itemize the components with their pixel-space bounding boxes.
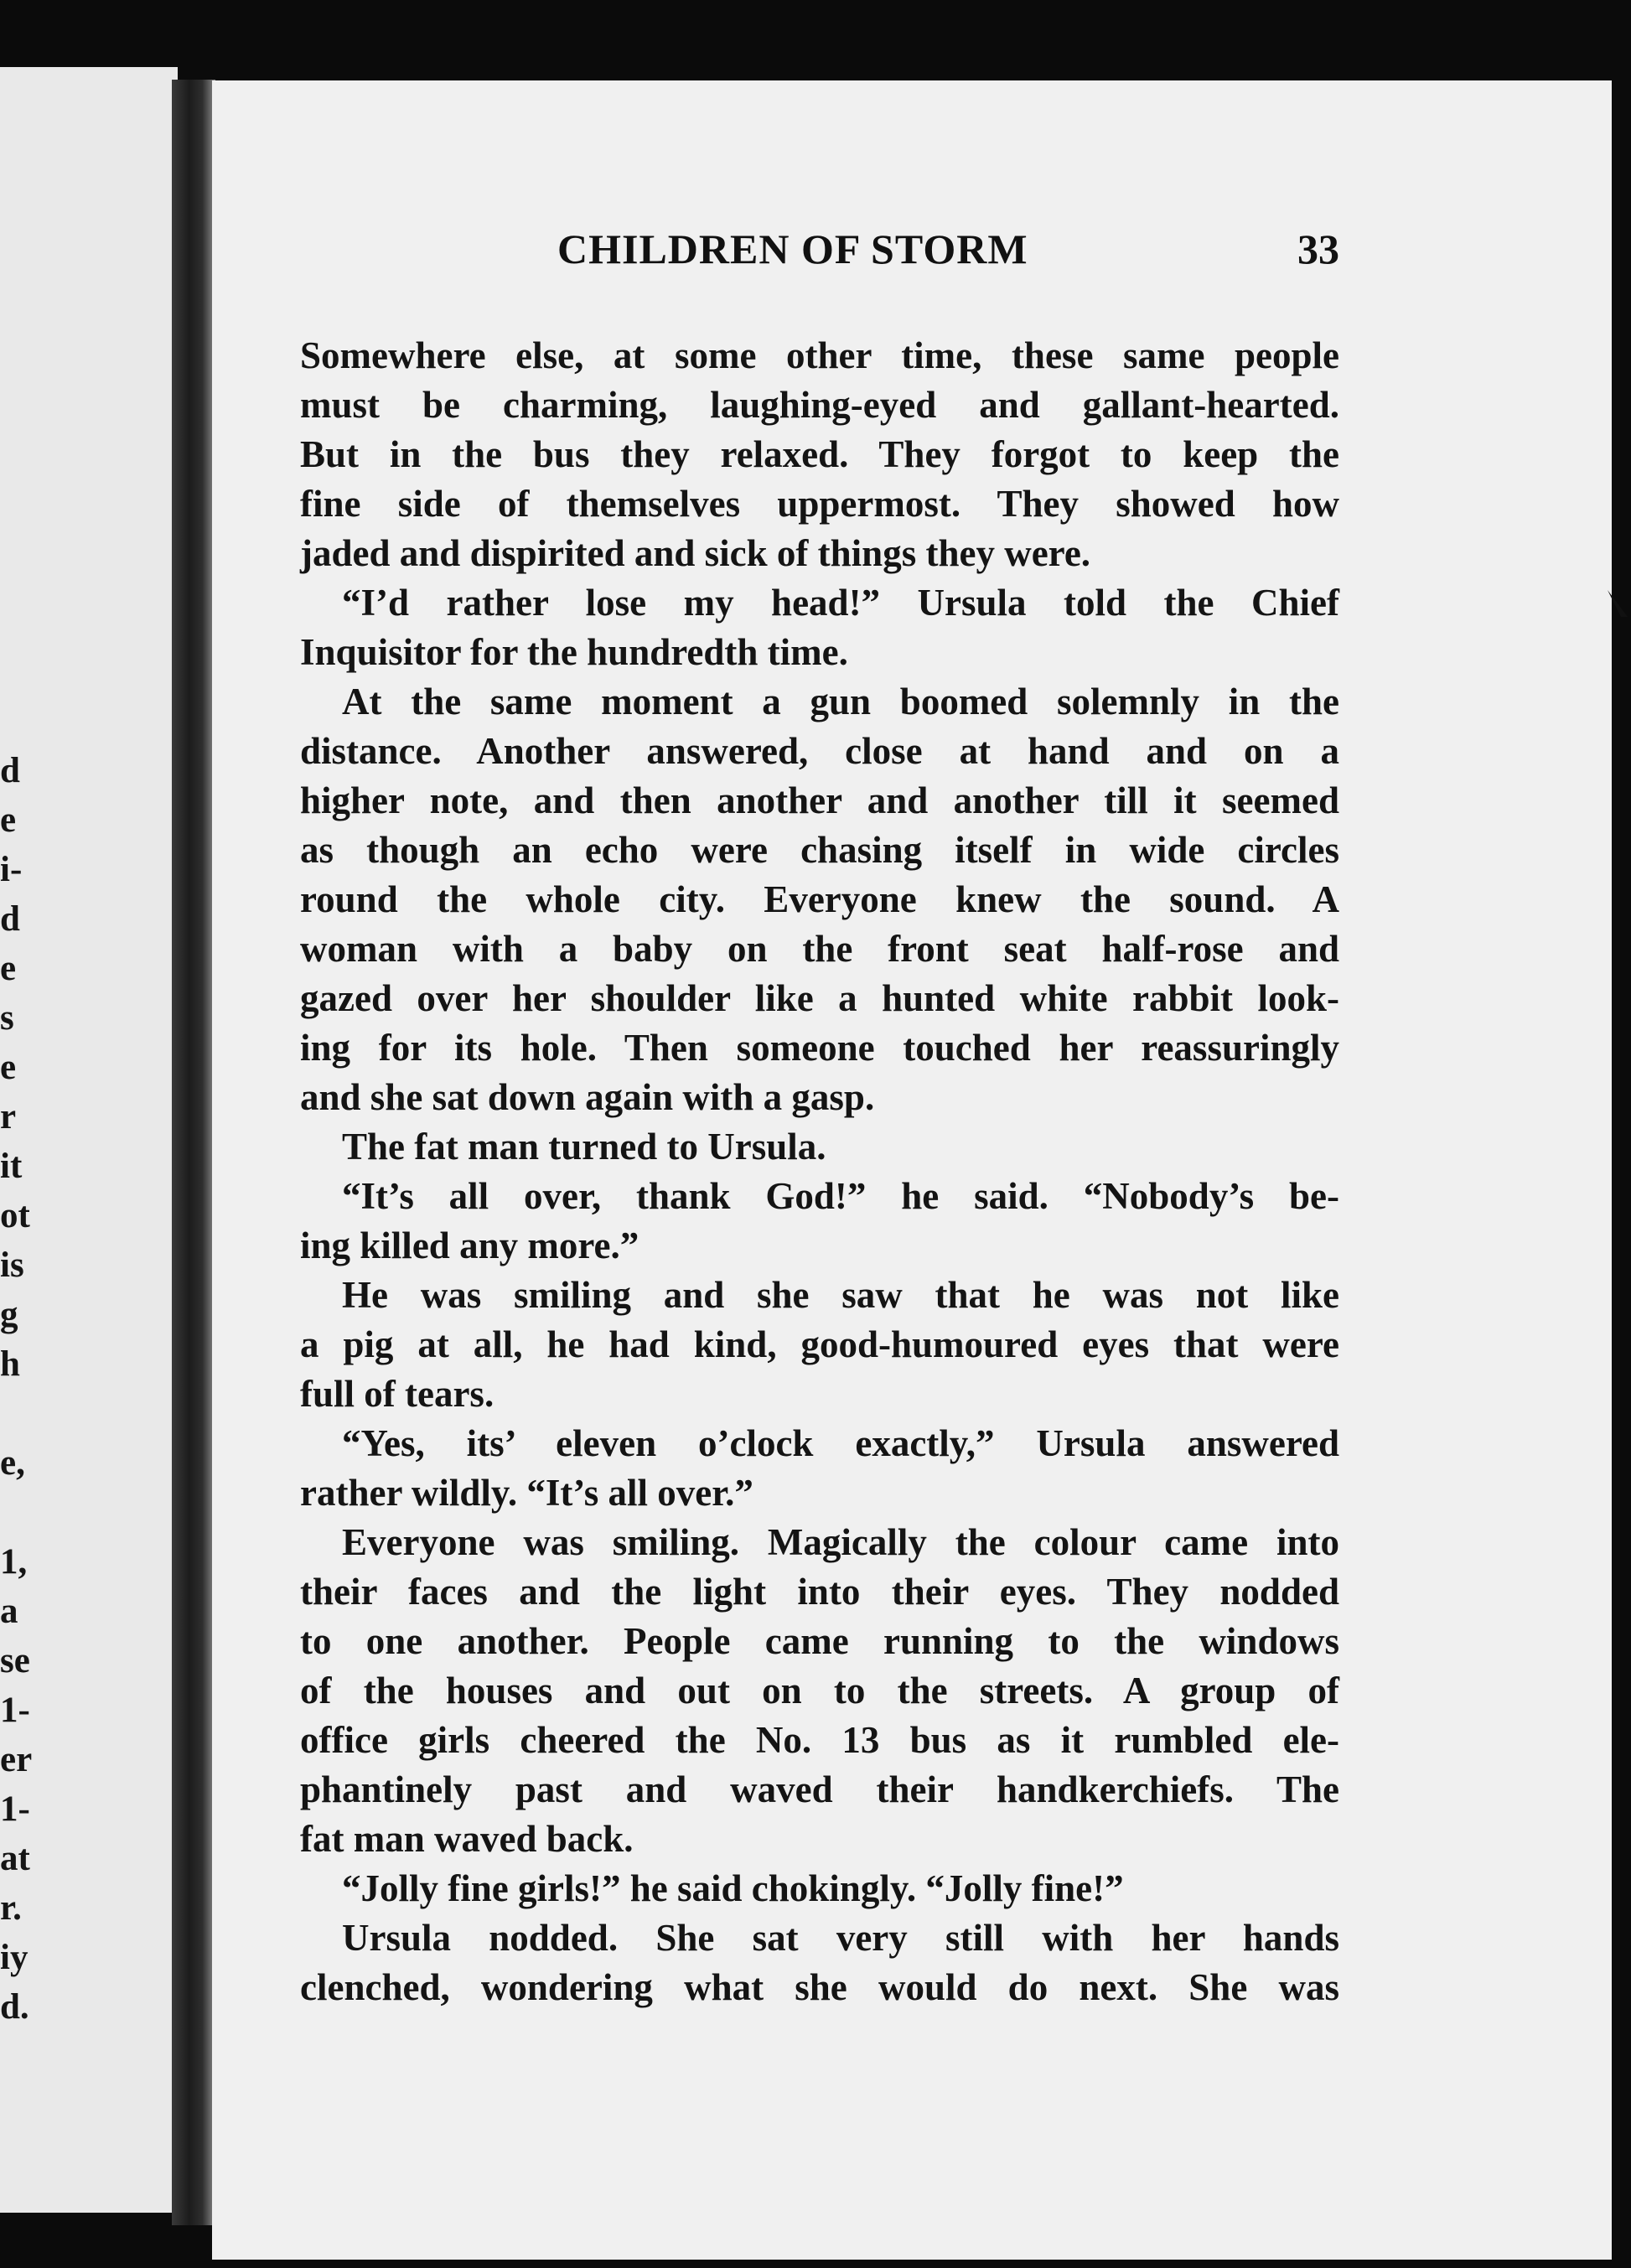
text-line: “I’d rather lose my head!” Ursula told the Chief xyxy=(342,582,1339,624)
text-line: to one another. People came running to the windows xyxy=(300,1620,1339,1662)
text-line: higher note, and then another and another till it seemed xyxy=(300,779,1339,821)
edge-fragment: e xyxy=(0,949,17,988)
text-line: But in the bus they relaxed. They forgot to keep the xyxy=(300,433,1339,475)
edge-fragment: e, xyxy=(0,1443,25,1483)
page-number: 33 xyxy=(1297,225,1339,272)
edge-fragment: d xyxy=(0,899,20,939)
edge-fragment xyxy=(0,1488,35,1537)
text-line: jaded and dispirited and sick of things they were. xyxy=(300,532,1091,574)
text-line: rather wildly. “It’s all over.” xyxy=(300,1472,753,1514)
text-line: fat man waved back. xyxy=(300,1818,634,1860)
edge-fragment: e xyxy=(0,1048,17,1087)
text-line: woman with a baby on the front seat half-rose and xyxy=(300,928,1339,970)
edge-fragment: d xyxy=(0,751,20,790)
text-line: and she sat down again with a gasp. xyxy=(300,1076,875,1118)
book-gutter xyxy=(172,80,215,2225)
edge-fragment: r. xyxy=(0,1888,22,1928)
text-line: Somewhere else, at some other time, these same people xyxy=(300,334,1339,376)
text-line: He was smiling and she saw that he was not like xyxy=(342,1274,1339,1316)
edge-fragment: 1- xyxy=(0,1789,30,1829)
edge-fragment: e xyxy=(0,800,17,840)
text-line: “It’s all over, thank God!” he said. “Nobody’s be- xyxy=(342,1175,1339,1217)
edge-fragment: at xyxy=(0,1839,30,1878)
text-line: phantinely past and waved their handkerchiefs. The xyxy=(300,1768,1339,1810)
edge-fragment: s xyxy=(0,998,14,1038)
left-page xyxy=(0,67,178,2213)
edge-fragment: d. xyxy=(0,1987,29,2027)
text-line: round the whole city. Everyone knew the sound. A xyxy=(300,878,1339,920)
text-line: The fat man turned to Ursula. xyxy=(342,1126,826,1168)
text-line: fine side of themselves uppermost. They showed how xyxy=(300,483,1339,525)
edge-fragment: ot xyxy=(0,1196,30,1235)
text-line: of the houses and out on to the streets. A group of xyxy=(300,1670,1339,1711)
page-edge-mark xyxy=(1606,587,1631,620)
edge-fragment xyxy=(0,1389,35,1438)
text-line: full of tears. xyxy=(300,1373,494,1415)
edge-fragment: iy xyxy=(0,1938,28,1977)
text-line: “Yes, its’ eleven o’clock exactly,” Ursula answered xyxy=(342,1422,1339,1464)
text-line: their faces and the light into their eyes. They nodded xyxy=(300,1571,1339,1613)
edge-fragment: h xyxy=(0,1344,20,1384)
edge-fragment: i- xyxy=(0,850,23,889)
edge-fragment: r xyxy=(0,1097,17,1137)
text-line: “Jolly fine girls!” he said chokingly. “Jolly fine!” xyxy=(342,1867,1124,1909)
text-line: as though an echo were chasing itself in wide circles xyxy=(300,829,1339,871)
edge-fragment: er xyxy=(0,1740,33,1779)
edge-fragment: se xyxy=(0,1641,30,1680)
text-line: ing killed any more.” xyxy=(300,1225,639,1266)
left-page-edge-text xyxy=(0,746,35,2032)
edge-fragment: 1, xyxy=(0,1542,28,1582)
edge-fragment: is xyxy=(0,1245,24,1285)
edge-fragment: 1- xyxy=(0,1691,30,1730)
running-title: CHILDREN OF STORM xyxy=(557,225,1028,272)
edge-fragment: it xyxy=(0,1147,23,1186)
text-line: At the same moment a gun boomed solemnly in the xyxy=(342,681,1339,722)
text-line: office girls cheered the No. 13 bus as it rumbled ele- xyxy=(300,1719,1339,1761)
text-line: gazed over her shoulder like a hunted white rabbit look- xyxy=(300,977,1339,1019)
body-text xyxy=(300,331,1339,2012)
text-line: clenched, wondering what she would do next. She was xyxy=(300,1966,1339,2008)
text-line: a pig at all, he had kind, good-humoured eyes that were xyxy=(300,1323,1339,1365)
text-line: ing for its hole. Then someone touched her reassuringly xyxy=(300,1027,1339,1069)
text-line: Ursula nodded. She sat very still with her hands xyxy=(342,1917,1339,1959)
text-line: distance. Another answered, close at hand and on a xyxy=(300,730,1339,772)
text-line: Everyone was smiling. Magically the colour came into xyxy=(342,1521,1339,1563)
text-line: must be charming, laughing-eyed and gallant-hearted. xyxy=(300,384,1339,426)
edge-fragment: a xyxy=(0,1592,18,1631)
edge-fragment: g xyxy=(0,1295,18,1334)
text-line: Inquisitor for the hundredth time. xyxy=(300,631,848,673)
